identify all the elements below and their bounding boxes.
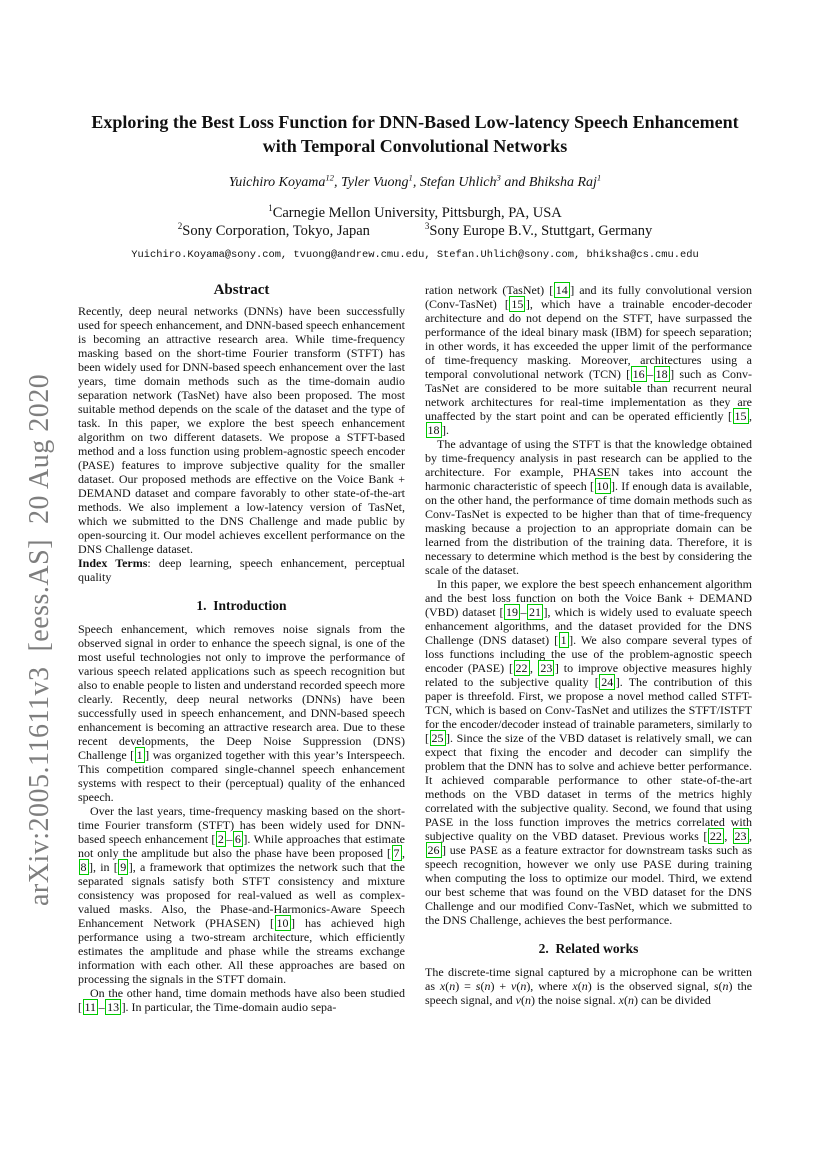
citation-link-10[interactable]: 10	[276, 916, 289, 930]
abstract-heading: Abstract	[213, 282, 270, 298]
section-heading-introduction: 1. Introduction	[196, 598, 287, 613]
citation-link-21[interactable]: 21	[529, 605, 542, 619]
math-variable: v	[510, 979, 517, 993]
intro-paragraph-5: The advantage of using the STFT is that the knowledge obtained by time-frequency analysis in past research can be applied to the architecture. For example, PHASEN takes into account the harmonic characteristic of speech [ 10 ]. If enough data is available, on the other hand, the performance of time domain methods such as Conv-TasNet is expected to be higher than that of time-frequency masking because a projection to an appropriate domain can be learned from the distribution of the training data. Therefore, it is necessary to determine which method is the best by considering the scale of the dataset.	[425, 437, 752, 577]
intro-paragraph-6: In this paper, we explore the best speech enhancement algorithm and the best loss function on both the Voice Bank + DEMAND (VBD) dataset [ 19 – 21 ], which is widely used to evaluate speech enhancement algorithms, and the dataset provided for the DNS Challenge (DNS dataset) [ 1 ]. We also compare several types of loss functions including the use of the problem-agnostic speech encoder (PASE) [ 22 , 23 ] to improve objective measures highly related to the subjective quality [ 24 ]. The contribution of this paper is threefold. First, we propose a novel method called STFT-TCN, which is based on Conv-TasNet and utilizes the STFT/ISTFT for the encoder/decoder instead of trainable parameters, similarly to [ 25 ]. Since the size of the VBD dataset is relatively small, we can expect that fixing the encoder and decoder can simplify the problem that the DNN has to solve and achieve better performance. It achieved comparable performance to other state-of-the-art methods on the VBD dataset in terms of the metrics highly correlated with the subjective quality. Second, we found that using PASE in the loss function improves the metrics correlated with subjective quality on the VBD dataset. Previous works [ 22 , 23 , 26 ] use PASE as a feature extractor for downstream tasks such as speech recognition, however we only use PASE during training when computing the loss to optimize our model. Third, we extend our best scheme that was found on the VBD dataset for the DNS Challenge and our modified Conv-TasNet, which we submitted to the DNS Challenge, achieves the best performance.	[425, 577, 753, 927]
arxiv-watermark: arXiv:2005.11611v3 [eess.AS] 20 Aug 2020	[24, 373, 55, 906]
left-column	[78, 283, 405, 1014]
citation-link-9[interactable]: 9	[120, 860, 127, 874]
intro-paragraph-2: Over the last years, time-frequency masking based on the short-time Fourier transform (STFT) has been widely used for DNN-based speech enhancement [ 2 – 6 ]. While approaches that estimate not only the amplitude but also the phase have been proposed [ 7 , 8 ], in [ 9 ], a framework that optimizes the network such that the separated signals satisfy both STFT consistency and mixture consistency was proposed for real-valued as well as complex-valued masks. Also, the Phase-and-Harmonics-Aware Speech Enhancement Network (PHASEN) [ 10 ] has achieved high performance using a two-stream architecture, which efficiently estimates the amplitude and phase while the streams exchange information with each other. All these approaches are based on processing the signals in the STFT domain.	[78, 804, 406, 986]
math-variable: s	[713, 979, 719, 993]
affiliation-superscript: 1	[408, 172, 413, 183]
citation-link-7[interactable]: 7	[393, 846, 400, 860]
math-variable: n	[722, 979, 729, 993]
affiliation-superscript: 3	[496, 172, 501, 183]
intro-paragraph-1: Speech enhancement, which removes noise signals from the observed signal in order to enhance the speech signal, is one of the most useful technologies not only to improve the performance of various speech related applications such as speech recognition but also to enable people to listen and understand recorded speech more clearly. Recently, deep neural networks (DNNs) have been successfully used in speech enhancement, and DNN-based speech enhancement is becoming an attractive research area. Due to these recent developments, the Deep Noise Suppression (DNS) Challenge [ 1 ] was organized together with this year’s Interspeech. This competition compared single-channel speech enhancement systems with respect to their (perceptual) quality of the enhanced speech.	[78, 622, 405, 804]
math-variable: n	[449, 979, 456, 993]
citation-link-14[interactable]: 14	[555, 283, 568, 297]
right-column	[425, 283, 752, 1014]
citation-link-18[interactable]: 18	[427, 423, 440, 437]
citation-link-2[interactable]: 2	[217, 832, 224, 846]
affiliation-line-2: $^2$Sony Corporation, Tokyo, Japan $^3$Sony Europe B.V., Stuttgart, Germany	[177, 220, 653, 239]
citation-link-1[interactable]: 1	[136, 748, 143, 762]
section-heading-related-works: 2. Related works	[538, 941, 639, 956]
math-variable: x	[618, 993, 624, 1007]
math-variable: x	[572, 979, 578, 993]
math-variable: n	[520, 979, 527, 993]
math-variable: n	[581, 979, 588, 993]
affiliations-block	[78, 205, 752, 240]
citation-link-15[interactable]: 15	[734, 409, 747, 423]
related-works-paragraph-1: The discrete-time signal captured by a microphone can be written as x(n) = s(n) + v(n), where x(n) is the observed signal, s(n) the speech signal, and v(n) the noise signal. x(n) can be divided	[425, 965, 753, 1007]
citation-link-18[interactable]: 18	[655, 367, 668, 381]
authors-line: Yuichiro Koyama$^{12}$, Tyler Vuong$^1$, Stefan Uhlich$^3$ and Bhiksha Raj$^1$	[228, 172, 602, 190]
citation-link-13[interactable]: 13	[107, 1000, 120, 1014]
citation-link-1[interactable]: 1	[560, 633, 567, 647]
math-variable: n	[484, 979, 491, 993]
citation-link-15[interactable]: 15	[511, 297, 524, 311]
paper-title: Exploring the Best Loss Function for DNN-Based Low-latency Speech Enhancement with Temporal Convolutional Networks	[91, 112, 739, 156]
affiliation-superscript: 3	[424, 220, 430, 231]
citation-link-19[interactable]: 19	[506, 605, 519, 619]
citation-link-11[interactable]: 11	[84, 1000, 97, 1014]
affiliation-superscript: 12	[325, 172, 335, 183]
bold-label: Index Terms	[78, 556, 148, 570]
affiliation-line-1: $^1$Carnegie Mellon University, Pittsburgh, PA, USA	[268, 203, 562, 221]
citation-link-26[interactable]: 26	[427, 843, 440, 857]
math-variable: n	[627, 993, 634, 1007]
citation-link-23[interactable]: 23	[540, 661, 553, 675]
citation-link-25[interactable]: 25	[431, 731, 444, 745]
affiliation-superscript: 2	[177, 220, 183, 231]
affiliation-superscript: 1	[596, 172, 602, 183]
author-emails: Yuichiro.Koyama@sony.com, tvuong@andrew.cmu.edu, Stefan.Uhlich@sony.com, bhiksha@cs.cmu.edu	[131, 249, 699, 261]
intro-paragraph-4: ration network (TasNet) [ 14 ] and its fully convolutional version (Conv-TasNet) [ 15 ], which have a trainable encoder-decoder architecture and do not depend on the STFT, have surpassed the performance of the ideal binary mask (IBM) for speech separation; in other words, it has exceeded the upper limit of the performance of time-frequency masking. Moreover, architectures using a temporal convolutional network (TCN) [ 16 – 18 ] such as Conv-TasNet are considered to be more suitable than recurrent neural network architectures for real-time implementation as they are unaffected by the start point and can be operated efficiently [ 15 , 18 ].	[425, 283, 752, 437]
math-variable: n	[524, 993, 531, 1007]
index-terms-line: Index Terms: deep learning, speech enhancement, perceptual quality	[78, 556, 405, 584]
two-column-layout	[78, 283, 752, 1014]
citation-link-23[interactable]: 23	[734, 829, 747, 843]
citation-link-22[interactable]: 22	[709, 829, 722, 843]
citation-link-16[interactable]: 16	[632, 367, 645, 381]
paper-body	[78, 110, 752, 1014]
math-variable: x	[439, 979, 446, 993]
affiliation-superscript: 1	[268, 203, 273, 214]
citation-link-10[interactable]: 10	[596, 479, 609, 493]
citation-link-22[interactable]: 22	[515, 661, 528, 675]
math-variable: v	[515, 993, 521, 1007]
citation-link-24[interactable]: 24	[601, 675, 614, 689]
citation-link-8[interactable]: 8	[80, 860, 87, 874]
math-variable: s	[475, 979, 481, 993]
citation-link-6[interactable]: 6	[234, 832, 241, 846]
abstract-paragraph: Recently, deep neural networks (DNNs) have been successfully used for speech enhancement, and DNN-based speech enhancement is becoming an attractive research area. While time-frequency masking based on the short-time Fourier transform (STFT) has been widely used for DNN-based speech enhancement over the last years, time domain methods such as the time-domain audio separation network (TasNet) have also been proposed. The most suitable method depends on the scale of the dataset and the type of task. In this paper, we explore the best speech enhancement algorithm on two different datasets. We propose a STFT-based method and a loss function using problem-agnostic speech encoder (PASE) features to improve subjective quality for the smaller dataset. Our proposed methods are effective on the Voice Bank + DEMAND dataset and compare favorably to other state-of-the-art methods. We also implement a low-latency version of TasNet, which we submitted to the DNS Challenge and made public by open-sourcing it. Our model achieves excellent performance on the DNS Challenge dataset.	[78, 304, 405, 556]
intro-paragraph-3: On the other hand, time domain methods have also been studied [ 11 – 13 ]. In particular, the Time-domain audio sepa-	[78, 986, 405, 1014]
